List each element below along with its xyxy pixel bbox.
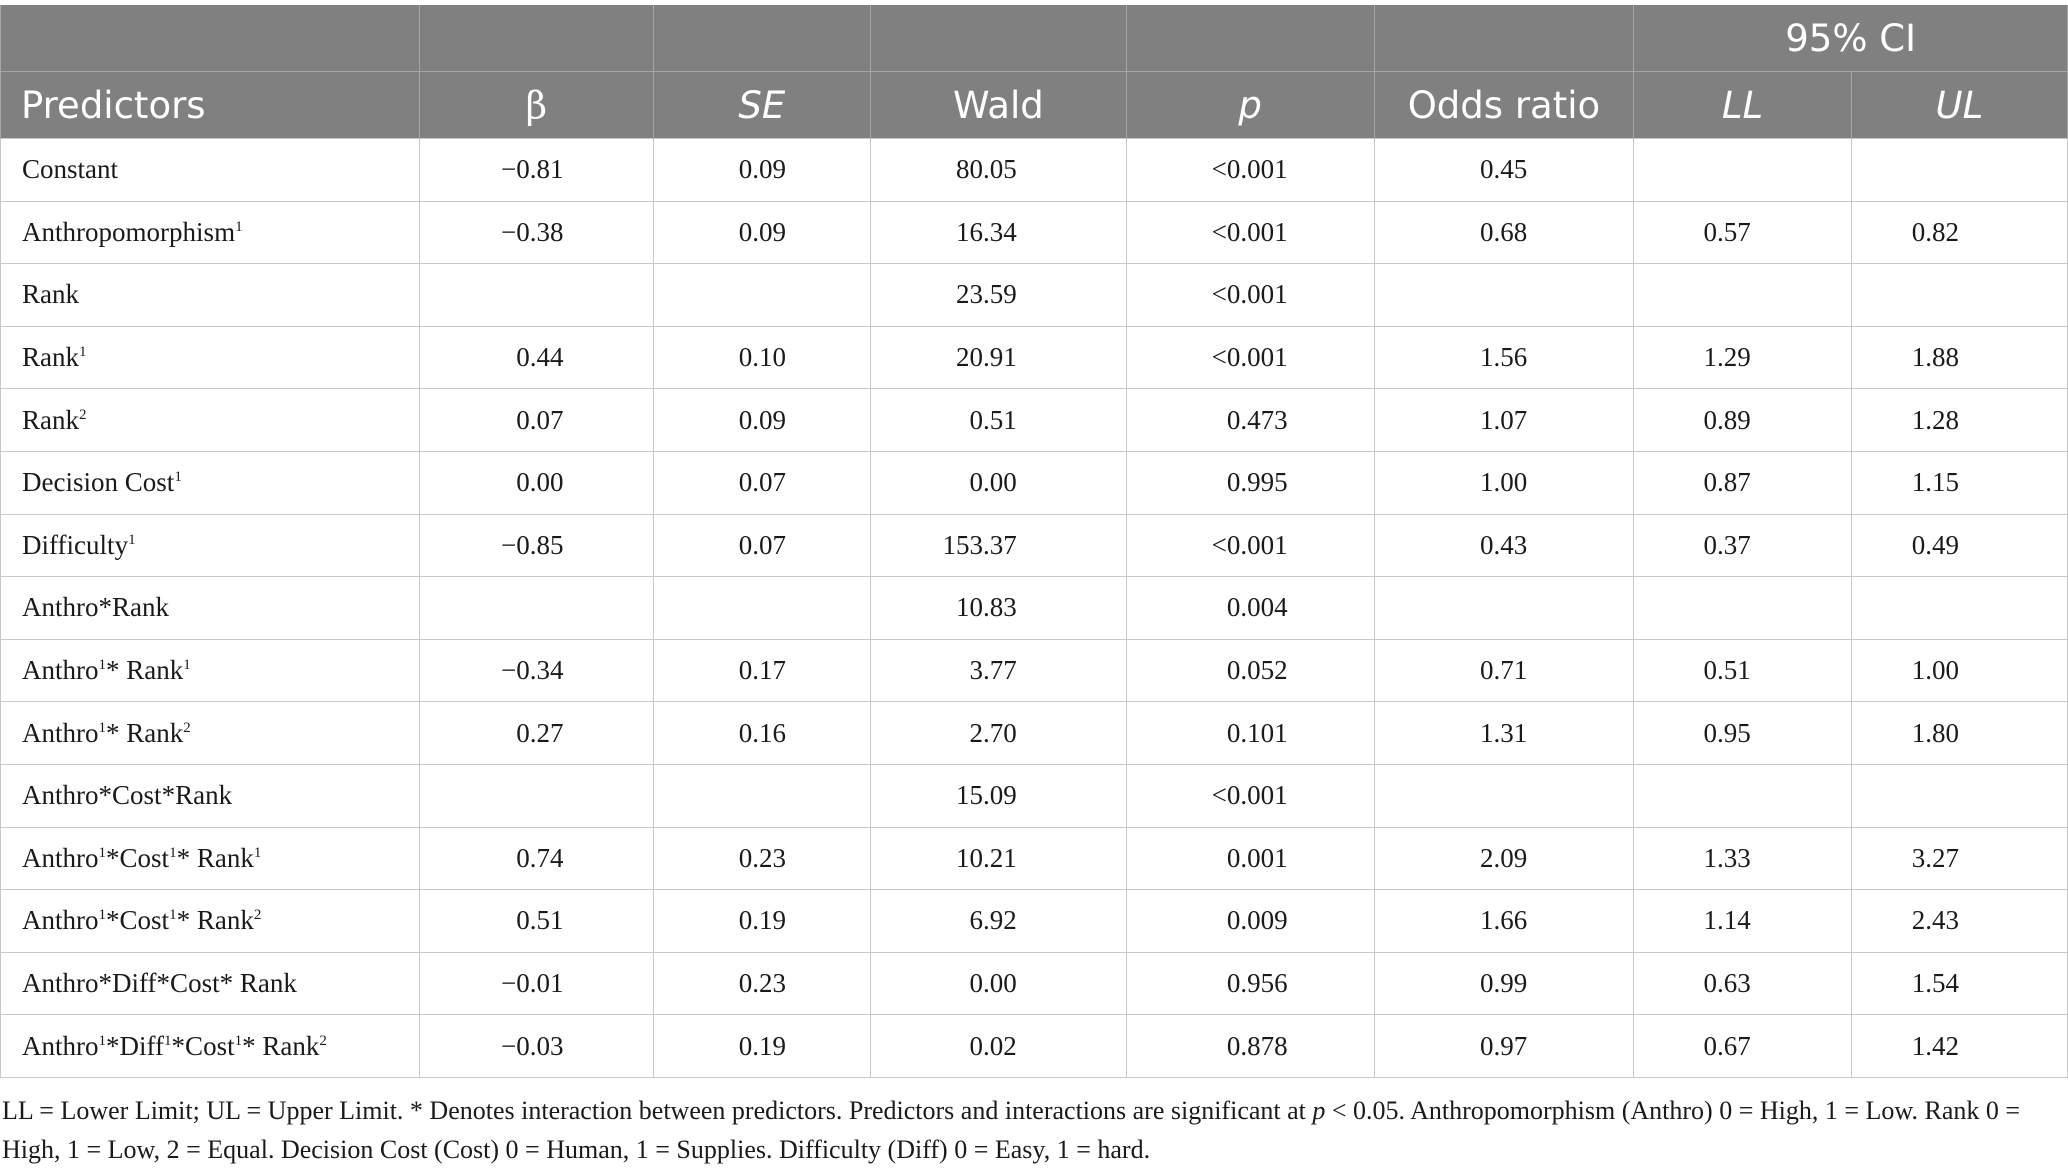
cell-p: 0.004 <box>1126 577 1374 640</box>
col-header-odds-ratio: Odds ratio <box>1374 72 1634 139</box>
cell-se: 0.19 <box>653 1015 871 1078</box>
cell-odds-ratio: 0.99 <box>1374 952 1634 1015</box>
cell-p: 0.101 <box>1126 702 1374 765</box>
cell-se: 0.17 <box>653 639 871 702</box>
cell-beta: −0.81 <box>420 139 653 202</box>
cell-predictor: Anthro*Cost*Rank <box>1 764 420 827</box>
cell-odds-ratio: 2.09 <box>1374 827 1634 890</box>
cell-wald: 6.92 <box>871 890 1127 953</box>
cell-se: 0.09 <box>653 139 871 202</box>
table-row <box>1 890 2068 953</box>
cell-ll: 1.33 <box>1634 827 1852 890</box>
table-row <box>1 326 2068 389</box>
cell-beta: −0.85 <box>420 514 653 577</box>
cell-ll: 0.67 <box>1634 1015 1852 1078</box>
cell-ul: 3.27 <box>1851 827 2067 890</box>
cell-ll: 0.87 <box>1634 451 1852 514</box>
cell-ul: 1.54 <box>1851 952 2067 1015</box>
cell-wald: 23.59 <box>871 264 1127 327</box>
cell-ll <box>1634 139 1852 202</box>
cell-ll: 1.14 <box>1634 890 1852 953</box>
table-row <box>1 139 2068 202</box>
cell-predictor: Rank$^2$ <box>1 389 420 452</box>
cell-ul: 1.42 <box>1851 1015 2067 1078</box>
cell-beta <box>420 577 653 640</box>
cell-odds-ratio: 0.97 <box>1374 1015 1634 1078</box>
cell-predictor: Rank$^1$ <box>1 326 420 389</box>
cell-odds-ratio <box>1374 264 1634 327</box>
cell-wald: 16.34 <box>871 201 1127 264</box>
header-group-row <box>1 5 2068 72</box>
table-row <box>1 577 2068 640</box>
cell-predictor: Constant <box>1 139 420 202</box>
table-row <box>1 952 2068 1015</box>
cell-wald: 10.83 <box>871 577 1127 640</box>
cell-p: 0.001 <box>1126 827 1374 890</box>
cell-beta: 0.74 <box>420 827 653 890</box>
cell-beta: −0.34 <box>420 639 653 702</box>
cell-ul: 1.28 <box>1851 389 2067 452</box>
cell-p: 0.473 <box>1126 389 1374 452</box>
cell-p: <0.001 <box>1126 326 1374 389</box>
cell-wald: 0.00 <box>871 952 1127 1015</box>
cell-ll: 0.37 <box>1634 514 1852 577</box>
cell-se <box>653 764 871 827</box>
cell-predictor: Anthro$^1$*Diff$^1$*Cost$^1$* Rank$^2$ <box>1 1015 420 1078</box>
cell-beta: −0.38 <box>420 201 653 264</box>
cell-predictor: Anthro$^1$* Rank$^2$ <box>1 702 420 765</box>
table-footnote <box>2 1091 2042 1169</box>
cell-wald: 2.70 <box>871 702 1127 765</box>
cell-ll: 0.63 <box>1634 952 1852 1015</box>
cell-se: 0.07 <box>653 451 871 514</box>
cell-se: 0.09 <box>653 201 871 264</box>
cell-ll <box>1634 264 1852 327</box>
cell-ll <box>1634 577 1852 640</box>
table-row <box>1 264 2068 327</box>
cell-ul: 1.15 <box>1851 451 2067 514</box>
cell-p: <0.001 <box>1126 201 1374 264</box>
cell-p: 0.009 <box>1126 890 1374 953</box>
table-row <box>1 1015 2068 1078</box>
cell-odds-ratio: 1.07 <box>1374 389 1634 452</box>
cell-ul: 2.43 <box>1851 890 2067 953</box>
cell-p: 0.956 <box>1126 952 1374 1015</box>
cell-ul <box>1851 764 2067 827</box>
cell-ll: 0.57 <box>1634 201 1852 264</box>
header-row <box>1 72 2068 139</box>
table-row <box>1 514 2068 577</box>
col-header-wald: Wald <box>871 72 1127 139</box>
table-row <box>1 639 2068 702</box>
cell-wald: 153.37 <box>871 514 1127 577</box>
cell-wald: 0.00 <box>871 451 1127 514</box>
cell-wald: 20.91 <box>871 326 1127 389</box>
cell-ll: 0.95 <box>1634 702 1852 765</box>
cell-se: 0.09 <box>653 389 871 452</box>
cell-se: 0.19 <box>653 890 871 953</box>
cell-wald: 3.77 <box>871 639 1127 702</box>
cell-se: 0.16 <box>653 702 871 765</box>
cell-odds-ratio <box>1374 577 1634 640</box>
cell-ll <box>1634 764 1852 827</box>
cell-ul: 1.80 <box>1851 702 2067 765</box>
cell-se: 0.23 <box>653 827 871 890</box>
cell-ul: 0.82 <box>1851 201 2067 264</box>
cell-beta: 0.00 <box>420 451 653 514</box>
regression-table <box>0 5 2068 1078</box>
cell-ll: 0.51 <box>1634 639 1852 702</box>
cell-odds-ratio: 1.00 <box>1374 451 1634 514</box>
table-row <box>1 702 2068 765</box>
cell-ll: 1.29 <box>1634 326 1852 389</box>
col-header-beta: β <box>420 72 653 139</box>
cell-se <box>653 264 871 327</box>
cell-ul <box>1851 577 2067 640</box>
cell-beta: 0.27 <box>420 702 653 765</box>
cell-beta: −0.01 <box>420 952 653 1015</box>
cell-predictor: Anthro$^1$*Cost$^1$* Rank$^1$ <box>1 827 420 890</box>
col-header-predictors: Predictors <box>1 72 420 139</box>
cell-se: 0.07 <box>653 514 871 577</box>
col-header-ll: LL <box>1634 72 1852 139</box>
table-row <box>1 827 2068 890</box>
cell-predictor: Rank <box>1 264 420 327</box>
cell-predictor: Anthropomorphism$^1$ <box>1 201 420 264</box>
cell-odds-ratio: 0.43 <box>1374 514 1634 577</box>
cell-odds-ratio: 1.66 <box>1374 890 1634 953</box>
cell-beta: −0.03 <box>420 1015 653 1078</box>
cell-ul: 1.88 <box>1851 326 2067 389</box>
cell-beta <box>420 264 653 327</box>
cell-predictor: Anthro$^1$* Rank$^1$ <box>1 639 420 702</box>
cell-odds-ratio: 0.45 <box>1374 139 1634 202</box>
cell-p: <0.001 <box>1126 764 1374 827</box>
cell-odds-ratio: 0.68 <box>1374 201 1634 264</box>
cell-wald: 0.02 <box>871 1015 1127 1078</box>
cell-ul: 0.49 <box>1851 514 2067 577</box>
table-row <box>1 451 2068 514</box>
cell-predictor: Anthro*Diff*Cost* Rank <box>1 952 420 1015</box>
cell-odds-ratio <box>1374 764 1634 827</box>
cell-ll: 0.89 <box>1634 389 1852 452</box>
cell-predictor: Difficulty$^1$ <box>1 514 420 577</box>
table-body <box>1 139 2068 1078</box>
col-header-p: p <box>1126 72 1374 139</box>
cell-p: 0.995 <box>1126 451 1374 514</box>
col-header-se: SE <box>653 72 871 139</box>
cell-ul <box>1851 139 2067 202</box>
cell-wald: 15.09 <box>871 764 1127 827</box>
cell-odds-ratio: 1.31 <box>1374 702 1634 765</box>
cell-se: 0.10 <box>653 326 871 389</box>
cell-predictor: Anthro$^1$*Cost$^1$* Rank$^2$ <box>1 890 420 953</box>
cell-beta <box>420 764 653 827</box>
cell-se <box>653 577 871 640</box>
cell-p: 0.052 <box>1126 639 1374 702</box>
cell-ul: 1.00 <box>1851 639 2067 702</box>
cell-p: <0.001 <box>1126 514 1374 577</box>
cell-p: <0.001 <box>1126 264 1374 327</box>
col-header-ul: UL <box>1851 72 2067 139</box>
cell-predictor: Anthro*Rank <box>1 577 420 640</box>
cell-odds-ratio: 0.71 <box>1374 639 1634 702</box>
cell-odds-ratio: 1.56 <box>1374 326 1634 389</box>
cell-wald: 10.21 <box>871 827 1127 890</box>
cell-wald: 0.51 <box>871 389 1127 452</box>
cell-se: 0.23 <box>653 952 871 1015</box>
cell-p: 0.878 <box>1126 1015 1374 1078</box>
footnote-p-symbol: p <box>1312 1096 1326 1125</box>
cell-beta: 0.51 <box>420 890 653 953</box>
cell-p: <0.001 <box>1126 139 1374 202</box>
cell-beta: 0.44 <box>420 326 653 389</box>
table-row <box>1 389 2068 452</box>
footnote-text-2: < 0.05. Anthropomorphism (Anthro) 0 = High, 1 = Low. Rank 0 = High, 1 = Low, 2 = Equal. Decision Cost (Cost) 0 = Human, 1 = Supplies. Difficulty (Diff) 0 = Easy, 1 = hard. <box>2 1096 2021 1164</box>
ci-group-header: 95% CI <box>1634 5 2068 72</box>
footnote-text-1: LL = Lower Limit; UL = Upper Limit. * Denotes interaction between predictors. Predictors and interactions are significant at <box>2 1096 1313 1125</box>
table-row <box>1 764 2068 827</box>
table-row <box>1 201 2068 264</box>
cell-predictor: Decision Cost$^1$ <box>1 451 420 514</box>
cell-wald: 80.05 <box>871 139 1127 202</box>
cell-beta: 0.07 <box>420 389 653 452</box>
cell-ul <box>1851 264 2067 327</box>
